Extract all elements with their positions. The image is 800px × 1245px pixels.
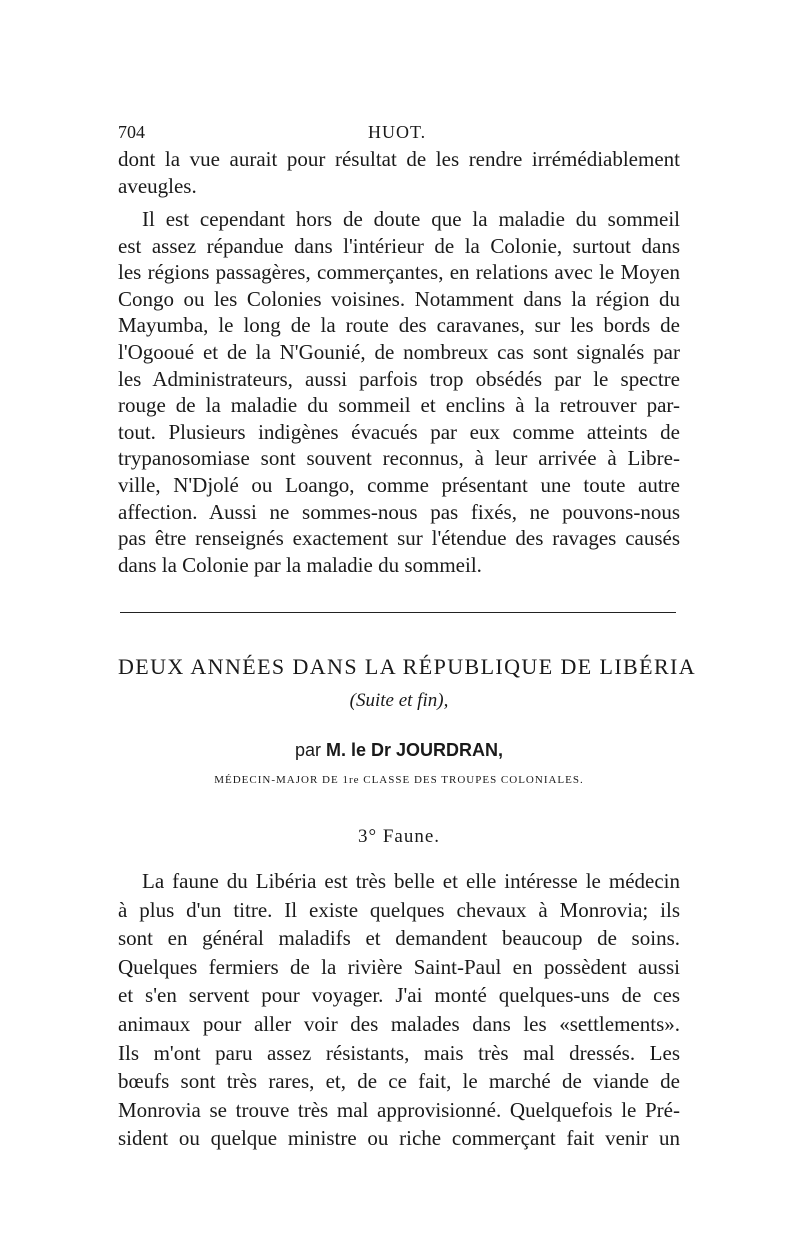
running-head: HUOT. [368,122,427,142]
byline-prefix: par [294,740,321,760]
text-line: Ils m'ont paru assez résistants, mais très mal dressés. Les [118,1040,680,1065]
author-affiliation: MÉDECIN-MAJOR DE 1re CLASSE DES TROUPES COLONIALES. [214,774,584,786]
text-line: ville, N'Djolé ou Loango, comme présentant une toute autre [118,472,680,497]
text-line: est assez répandue dans l'intérieur de la Colonie, surtout dans [118,233,680,258]
paragraph-fauna [118,867,680,1153]
text-line: Quelques fermiers de la rivière Saint-Paul en possèdent aussi [118,954,680,979]
text-line: et s'en servent pour voyager. J'ai monté quelques-uns de ces [118,983,680,1008]
text-line: La faune du Libéria est très belle et elle intéresse le médecin [142,869,680,893]
byline [118,740,680,761]
text-line: Mayumba, le long de la route des caravanes, sur les bords de [118,313,680,338]
text-line: pas être renseignés exactement sur l'étendue des ravages causés [118,526,680,551]
text-line: à plus d'un titre. Il existe quelques chevaux à Monrovia; ils [118,897,680,922]
section-heading: 3° Faune. [357,826,441,847]
paragraph-continuation [118,146,680,199]
text-line: affection. Aussi ne sommes-nous pas fixés, ne pouvons-nous [118,499,680,524]
text-line: Il est cependant hors de doute que la maladie du sommeil [142,207,680,231]
text-line: trypanosomiase sont souvent reconnus, à leur arrivée à Libre- [118,446,680,471]
text-line: dont la vue aurait pour résultat de les rendre irrémédiablement [118,147,680,171]
paragraph-sleeping-sickness [118,206,680,578]
section-divider [120,612,676,613]
text-line: animaux pour aller voir des malades dans les «settlements». [118,1011,680,1036]
article-subtitle: (Suite et fin), [349,690,449,711]
text-line: dans la Colonie par la maladie du sommeil. [118,552,482,577]
text-line: aveugles. [118,173,197,198]
text-line: les régions passagères, commerçantes, en relations avec le Moyen [118,260,680,285]
text-line: tout. Plusieurs indigènes évacués par eux comme atteints de [118,419,680,444]
byline-author: M. le Dr JOURDRAN, [326,740,504,760]
text-line: bœufs sont très rares, et, de ce fait, le marché de viande de [118,1069,680,1094]
text-line: Monrovia se trouve très mal approvisionné. Quelquefois le Pré- [118,1097,680,1122]
text-line: Congo ou les Colonies voisines. Notamment dans la région du [118,286,680,311]
text-line: rouge de la maladie du sommeil et enclins à la retrouver par- [118,393,680,418]
text-line: sont en général maladifs et demandent beaucoup de soins. [118,926,680,951]
text-line: les Administrateurs, aussi parfois trop obsédés par le spectre [118,366,680,391]
text-line: l'Ogooué et de la N'Gounié, de nombreux cas sont signalés par [118,339,680,364]
page-number: 704 [118,122,145,142]
article-title: DEUX ANNÉES DANS LA RÉPUBLIQUE DE LIBÉRIA [118,654,697,679]
text-line: sident ou quelque ministre ou riche commerçant fait venir un [118,1126,680,1151]
